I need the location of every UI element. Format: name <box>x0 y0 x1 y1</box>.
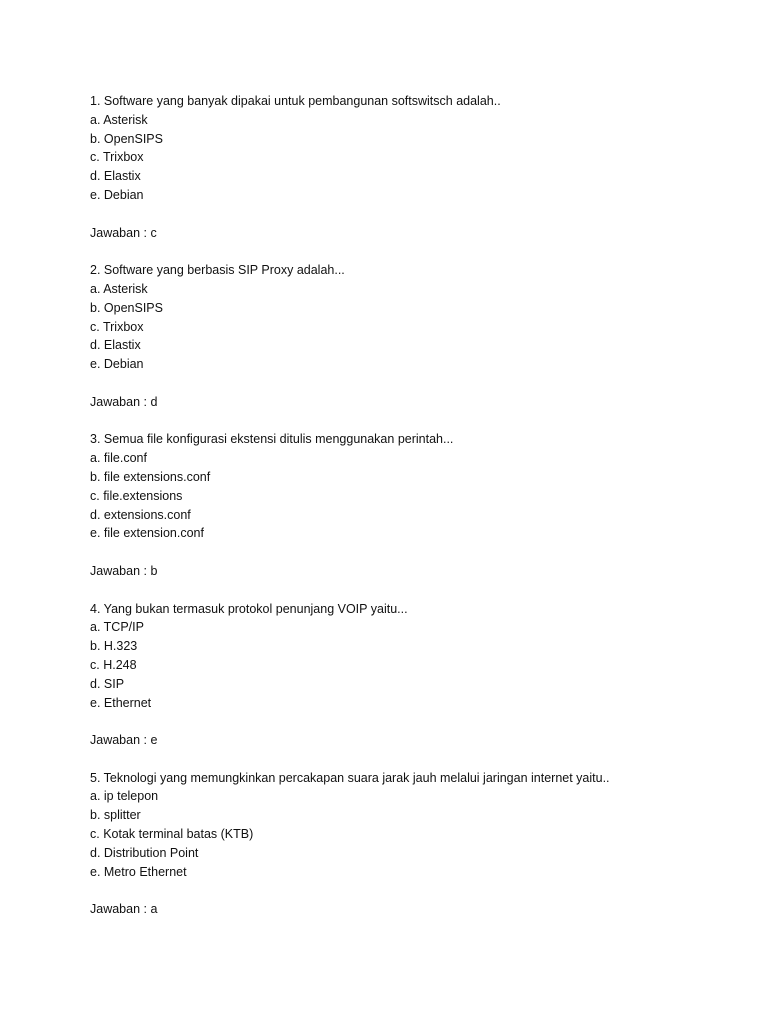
option-b: b. splitter <box>90 808 141 823</box>
option-a: a. Asterisk <box>90 112 148 127</box>
option-b: b. OpenSIPS <box>90 300 163 315</box>
question-text: 3. Semua file konfigurasi ekstensi ditulis menggunakan perintah... <box>90 432 454 447</box>
option-e: e. Debian <box>90 187 144 202</box>
option-b: b. file extensions.conf <box>90 469 211 484</box>
question-text: 4. Yang bukan termasuk protokol penunjang VOIP yaitu... <box>90 601 408 616</box>
option-a: a. Asterisk <box>90 281 148 296</box>
option-e: e. Ethernet <box>90 695 152 710</box>
spacer <box>90 412 730 431</box>
option-e: e. file extension.conf <box>90 526 204 541</box>
option-c: c. H.248 <box>90 657 137 672</box>
spacer <box>90 242 730 261</box>
question-text: 2. Software yang berbasis SIP Proxy adalah... <box>90 263 345 278</box>
answer-text: Jawaban : c <box>90 225 157 240</box>
spacer <box>90 581 730 600</box>
option-c: c. Kotak terminal batas (KTB) <box>90 827 254 842</box>
question-1 <box>90 92 730 261</box>
question-3 <box>90 430 730 599</box>
option-e: e. Debian <box>90 357 144 372</box>
question-text: 5. Teknologi yang memungkinkan percakapan suara jarak jauh melalui jaringan internet yaitu.. <box>90 770 610 785</box>
answer-text: Jawaban : e <box>90 733 158 748</box>
option-e: e. Metro Ethernet <box>90 864 187 879</box>
option-d: d. Elastix <box>90 338 141 353</box>
answer-text: Jawaban : a <box>90 902 158 917</box>
option-a: a. file.conf <box>90 451 147 466</box>
question-text: 1. Software yang banyak dipakai untuk pembangunan softswitsch adalah.. <box>90 94 501 108</box>
spacer <box>90 712 730 731</box>
answer-text: Jawaban : b <box>90 563 158 578</box>
option-a: a. TCP/IP <box>90 620 144 635</box>
question-2 <box>90 261 730 430</box>
option-c: c. file.extensions <box>90 488 183 503</box>
option-d: d. SIP <box>90 676 125 691</box>
spacer <box>90 205 730 224</box>
spacer <box>90 750 730 769</box>
spacer <box>90 374 730 393</box>
option-d: d. Elastix <box>90 169 141 184</box>
option-c: c. Trixbox <box>90 150 144 165</box>
answer-text: Jawaban : d <box>90 394 158 409</box>
option-b: b. H.323 <box>90 639 138 654</box>
option-c: c. Trixbox <box>90 319 144 334</box>
document-page <box>90 92 730 919</box>
option-b: b. OpenSIPS <box>90 131 163 146</box>
option-a: a. ip telepon <box>90 789 159 804</box>
question-4 <box>90 600 730 769</box>
spacer <box>90 543 730 562</box>
option-d: d. Distribution Point <box>90 845 199 860</box>
option-d: d. extensions.conf <box>90 507 191 522</box>
spacer <box>90 881 730 900</box>
question-5 <box>90 769 730 919</box>
